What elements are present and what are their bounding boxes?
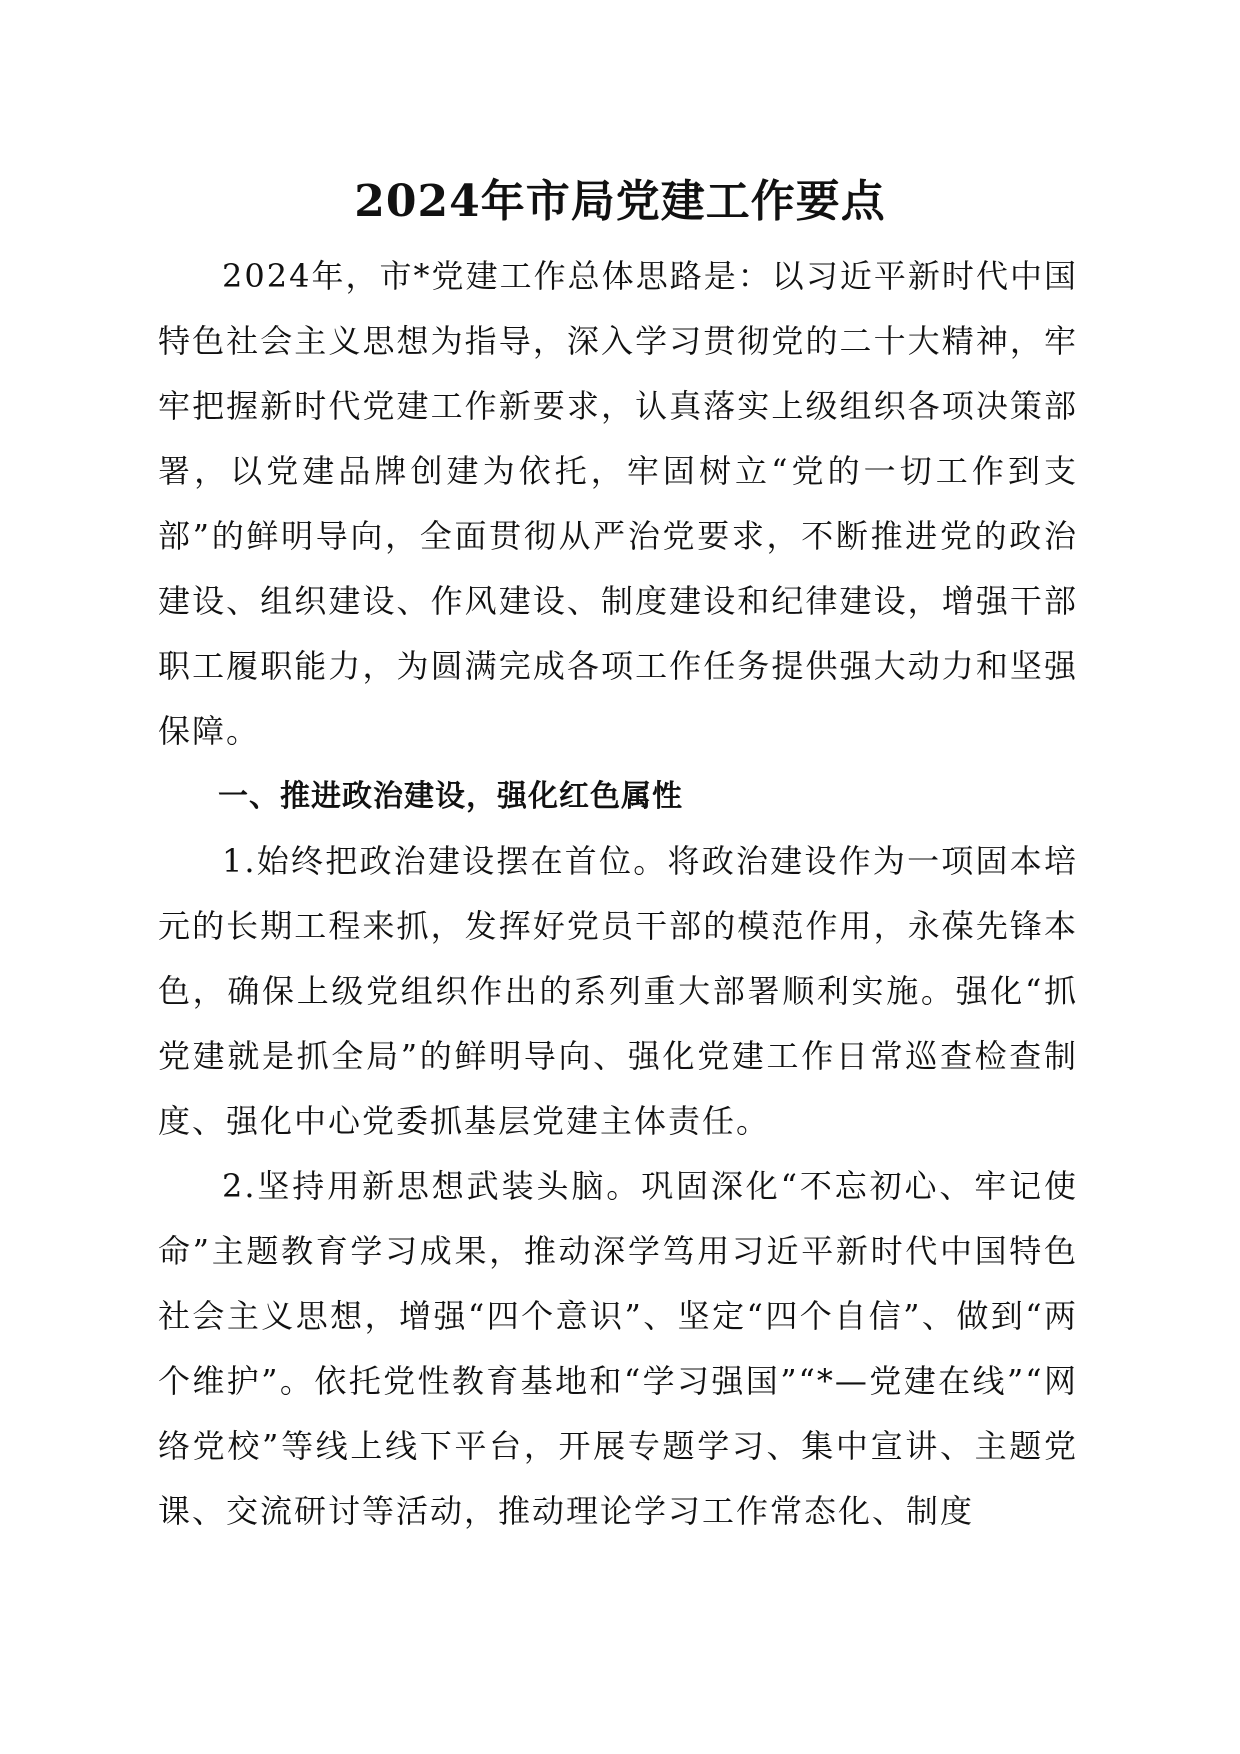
section-heading-1: 一、推进政治建设，强化红色属性	[218, 779, 683, 814]
document-title: 2024年市局党建工作要点	[354, 176, 886, 227]
item-paragraph-2: 2.坚持用新思想武装头脑。巩固深化“不忘初心、牢记使命”主题教育学习成果，推动深学笃用习近平新时代中国特色社会主义思想，增强“四个意识”、坚定“四个自信”、做到“两个维护”。依托党性教育基地和“学习强国”“*—党建在线”“网络党校”等线上线下平台，开展专题学习、集中宣讲、主题党课、交流研讨等活动，推动理论学习工作常态化、制度	[158, 1167, 1078, 1530]
document-body	[158, 244, 1078, 1544]
intro-paragraph: 2024年，市*党建工作总体思路是：以习近平新时代中国特色社会主义思想为指导，深入学习贯彻党的二十大精神，牢牢把握新时代党建工作新要求，认真落实上级组织各项决策部署，以党建品牌创建为依托，牢固树立“党的一切工作到支部”的鲜明导向，全面贯彻从严治党要求，不断推进党的政治建设、组织建设、作风建设、制度建设和纪律建设，增强干部职工履职能力，为圆满完成各项工作任务提供强大动力和坚强保障。	[158, 257, 1078, 750]
item-paragraph-1: 1.始终把政治建设摆在首位。将政治建设作为一项固本培元的长期工程来抓，发挥好党员干部的模范作用，永葆先锋本色，确保上级党组织作出的系列重大部署顺利实施。强化“抓党建就是抓全局”的鲜明导向、强化党建工作日常巡查检查制度、强化中心党委抓基层党建主体责任。	[158, 842, 1078, 1140]
